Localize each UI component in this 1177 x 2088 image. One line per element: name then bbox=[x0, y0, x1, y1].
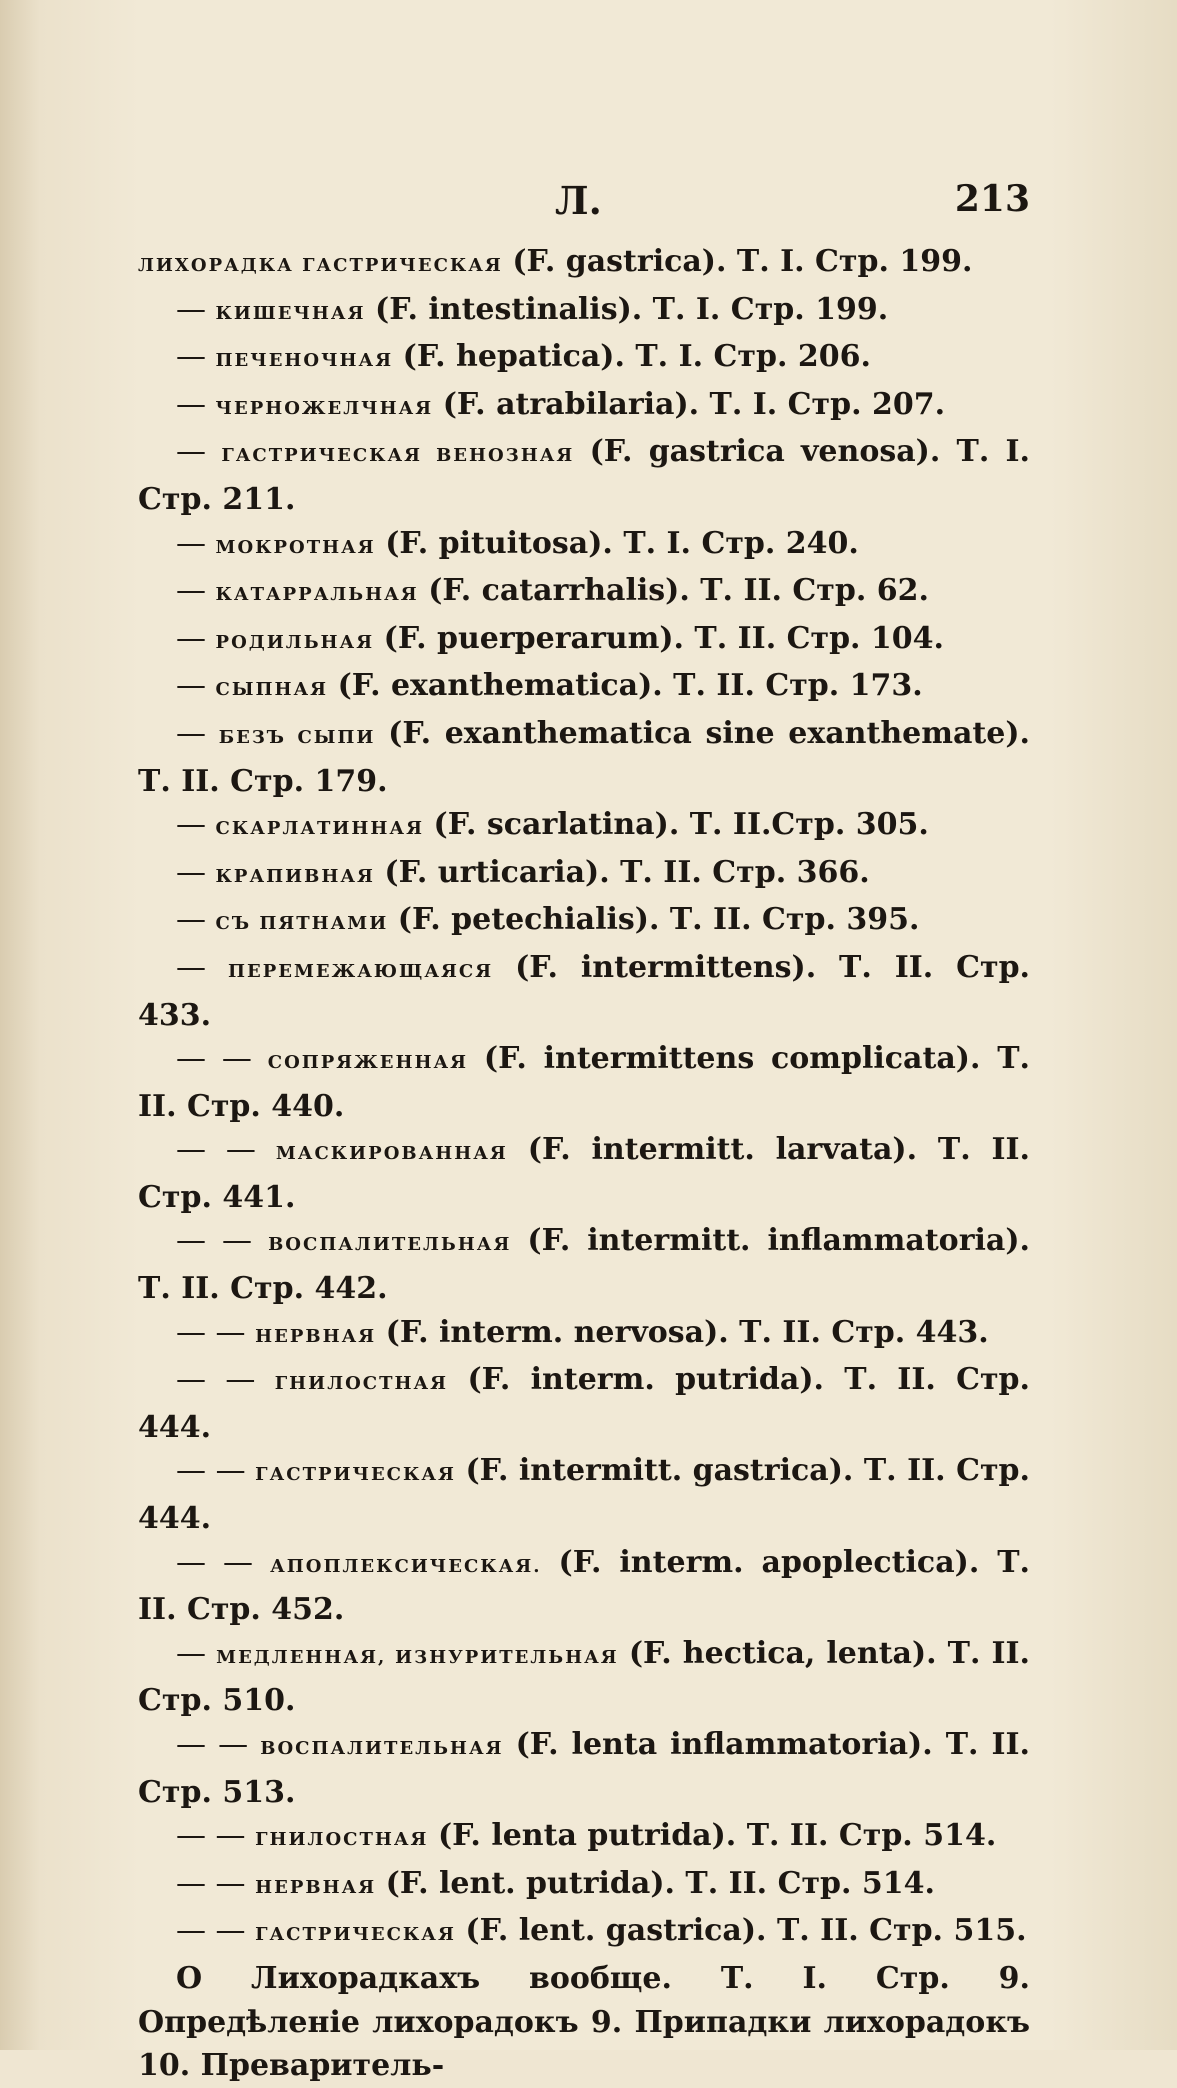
entry-term: СКАРЛАТИННАЯ bbox=[215, 818, 424, 840]
entry-term: СОПРЯЖЕННАЯ bbox=[267, 1052, 469, 1074]
index-entry bbox=[138, 1037, 1030, 1128]
entry-reference: (F. urticaria). Т. II. Стр. 366. bbox=[384, 854, 870, 890]
entry-reference: (F. puerperarum). Т. II. Стр. 104. bbox=[383, 620, 945, 656]
entry-reference: (F. lenta inflammatoria). Т. II. Стр. 513. bbox=[138, 1727, 1031, 1810]
entry-term: СЪ ПЯТНАМИ bbox=[215, 913, 389, 935]
entry-reference: (F. interm. putrida). Т. II. Стр. 444. bbox=[138, 1362, 1030, 1445]
entry-term: ГАСТРИЧЕСКАЯ bbox=[255, 1924, 456, 1946]
entry-reference: (F. gastrica venosa). Т. I. Стр. 211. bbox=[138, 434, 1030, 517]
ditto-dash: — — bbox=[176, 1314, 246, 1350]
entry-reference: (F. catarrhalis). Т. II. Стр. 62. bbox=[428, 573, 929, 609]
ditto-dash: — — bbox=[176, 1362, 256, 1398]
ditto-dash: — bbox=[176, 386, 206, 422]
entry-term: НЕРВНАЯ bbox=[255, 1325, 377, 1347]
entry-term: ГАСТРИЧЕСКАЯ bbox=[255, 1464, 456, 1486]
index-entry bbox=[138, 1358, 1030, 1449]
ditto-dash: — — bbox=[176, 1223, 253, 1259]
ditto-dash: — — bbox=[176, 1453, 246, 1489]
index-entry bbox=[138, 335, 1030, 383]
entry-term: ПЕРЕМЕЖАЮЩАЯСЯ bbox=[228, 960, 494, 982]
index-entry bbox=[138, 712, 1030, 803]
entry-term: ПЕЧЕНОЧНАЯ bbox=[215, 350, 394, 372]
entry-reference: (F. interm. nervosa). Т. II. Стр. 443. bbox=[385, 1314, 989, 1350]
entry-term: АПОПЛЕКСИЧЕСКАЯ. bbox=[270, 1555, 542, 1577]
entry-term: ГАСТРИЧЕСКАЯ ВЕНОЗНАЯ bbox=[221, 445, 575, 467]
entry-term: СЫПНАЯ bbox=[215, 679, 329, 701]
ditto-dash: — bbox=[176, 339, 206, 375]
ditto-dash: — bbox=[176, 668, 206, 704]
ditto-dash: — — bbox=[176, 1818, 246, 1854]
index-entry bbox=[138, 851, 1030, 899]
entry-reference: (F. intermitt. inflammatoria). Т. II. Стр. 442. bbox=[138, 1223, 1030, 1307]
page-number: 213 bbox=[954, 178, 1030, 220]
ditto-dash: — bbox=[176, 902, 206, 938]
entry-term: БЕЗЪ СЫПИ bbox=[218, 726, 376, 748]
index-entry bbox=[138, 898, 1030, 946]
index-entry bbox=[138, 946, 1030, 1037]
index-entry bbox=[138, 288, 1030, 336]
index-entry bbox=[138, 1814, 1030, 1862]
index-entry bbox=[138, 430, 1030, 521]
entry-reference: (F. scarlatina). Т. II.Стр. 305. bbox=[433, 807, 929, 843]
index-entry bbox=[138, 522, 1030, 570]
index-entry bbox=[138, 383, 1030, 431]
entry-reference: (F. pituitosa). Т. I. Стр. 240. bbox=[385, 525, 859, 561]
index-entry bbox=[138, 1909, 1030, 1957]
entry-reference: (F. exanthematica). Т. II. Стр. 173. bbox=[337, 668, 923, 704]
ditto-dash: — bbox=[176, 434, 206, 470]
paragraph-text: О Лихорадкахъ вообще. Т. I. Стр. 9. Опредѣленіе лихорадокъ 9. Припадки лихорадокъ 10. Преваритель- bbox=[138, 1960, 1030, 2084]
entry-term: КИШЕЧНАЯ bbox=[215, 302, 366, 324]
index-entry bbox=[138, 240, 1030, 288]
ditto-dash: — bbox=[176, 573, 206, 609]
index-entry bbox=[138, 1449, 1030, 1540]
entry-term: ВОСПАЛИТЕЛЬНАЯ bbox=[268, 1234, 512, 1256]
entry-reference: (F. atrabilaria). Т. I. Стр. 207. bbox=[442, 386, 946, 422]
page-header bbox=[0, 178, 1177, 228]
index-entry bbox=[138, 1128, 1030, 1219]
entry-reference: (F. intestinalis). Т. I. Стр. 199. bbox=[375, 291, 889, 327]
ditto-dash: — bbox=[176, 291, 206, 327]
entry-reference: (F. intermitt. gastrica). Т. II. Стр. 444. bbox=[138, 1453, 1030, 1537]
ditto-dash: — bbox=[176, 715, 206, 751]
entry-reference: (F. lent. putrida). Т. II. Стр. 514. bbox=[385, 1865, 935, 1901]
entry-term: МАСКИРОВАННАЯ bbox=[275, 1143, 508, 1165]
entry-term: НЕРВНАЯ bbox=[255, 1876, 377, 1898]
entry-reference: (F. hectica, lenta). Т. II. Стр. 510. bbox=[138, 1635, 1030, 1719]
index-entry bbox=[138, 569, 1030, 617]
entry-reference: (F. interm. apoplectica). Т. II. Стр. 452. bbox=[138, 1544, 1030, 1628]
entry-reference: (F. petechialis). Т. II. Стр. 395. bbox=[397, 902, 920, 938]
index-body bbox=[138, 240, 1030, 2088]
ditto-dash: — — bbox=[176, 1865, 246, 1901]
ditto-dash: — — bbox=[176, 1132, 256, 1168]
ditto-dash: — bbox=[176, 1635, 206, 1671]
entry-reference: (F. lent. gastrica). Т. II. Стр. 515. bbox=[465, 1913, 1027, 1949]
index-entry bbox=[138, 1723, 1030, 1814]
entry-reference: (F. lenta putrida). Т. II. Стр. 514. bbox=[437, 1818, 997, 1854]
entry-term: ЧЕРНОЖЕЛЧНАЯ bbox=[215, 397, 434, 419]
index-entry bbox=[138, 1632, 1030, 1723]
entry-term: ЛИХОРАДКА ГАСТРИЧЕСКАЯ bbox=[138, 255, 503, 276]
entry-reference: (F. intermittens complicata). Т. II. Стр. 440. bbox=[138, 1041, 1030, 1124]
entry-term: ВОСПАЛИТЕЛЬНАЯ bbox=[260, 1738, 504, 1759]
entry-reference: (F. gastrica). Т. I. Стр. 199. bbox=[512, 244, 973, 279]
index-entry bbox=[138, 664, 1030, 712]
entry-reference: (F. intermittens). Т. II. Стр. 433. bbox=[138, 949, 1030, 1033]
index-entry bbox=[138, 1862, 1030, 1910]
entry-term: КРАПИВНАЯ bbox=[215, 865, 375, 887]
entry-term: ГНИЛОСТНАЯ bbox=[274, 1373, 449, 1395]
index-paragraph bbox=[138, 1957, 1030, 2088]
index-entry bbox=[138, 617, 1030, 665]
entry-reference: (F. intermitt. larvata). Т. II. Стр. 441. bbox=[138, 1132, 1030, 1215]
index-entry bbox=[138, 1219, 1030, 1310]
index-entry bbox=[138, 803, 1030, 851]
entry-term: МОКРОТНАЯ bbox=[215, 536, 376, 558]
ditto-dash: — bbox=[176, 854, 206, 890]
entry-term: КАТАРРАЛЬНАЯ bbox=[215, 584, 419, 606]
index-entry bbox=[138, 1541, 1030, 1632]
ditto-dash: — bbox=[176, 620, 206, 656]
ditto-dash: — bbox=[176, 525, 206, 561]
entry-term: ГНИЛОСТНАЯ bbox=[255, 1829, 429, 1851]
entry-reference: (F. hepatica). Т. I. Стр. 206. bbox=[402, 339, 871, 375]
ditto-dash: — — bbox=[176, 1727, 249, 1762]
ditto-dash: — bbox=[176, 949, 206, 985]
section-letter: Л. bbox=[555, 178, 602, 223]
ditto-dash: — — bbox=[176, 1913, 246, 1949]
entry-term: РОДИЛЬНАЯ bbox=[215, 631, 375, 653]
entry-term: МЕДЛЕННАЯ, ИЗНУРИТЕЛЬНАЯ bbox=[216, 1646, 619, 1668]
ditto-dash: — — bbox=[176, 1544, 254, 1580]
ditto-dash: — bbox=[176, 807, 206, 843]
entry-reference: (F. exanthematica sine exanthemate). Т. II. Стр. 179. bbox=[138, 715, 1030, 799]
index-entry bbox=[138, 1311, 1030, 1359]
ditto-dash: — — bbox=[176, 1041, 252, 1077]
